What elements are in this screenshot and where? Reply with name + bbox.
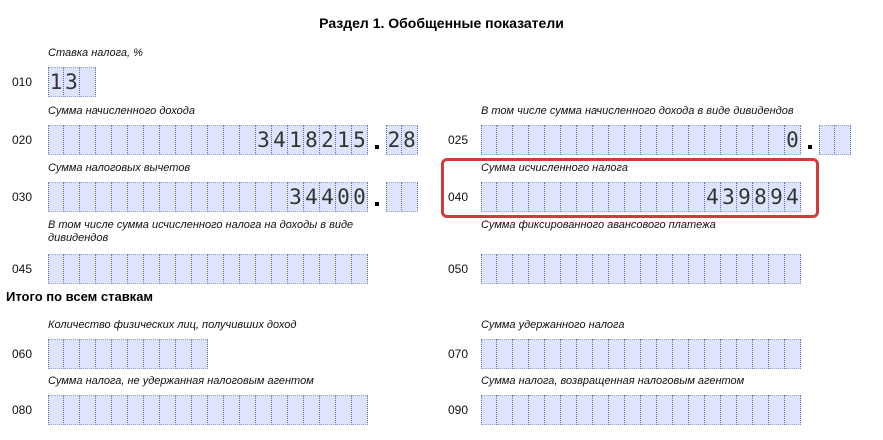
digit-cell bbox=[561, 125, 577, 155]
digit-cell bbox=[497, 395, 513, 425]
digit-cell bbox=[481, 125, 497, 155]
digit-cell bbox=[625, 254, 641, 284]
digit-cell bbox=[769, 339, 785, 369]
digit-cell bbox=[641, 254, 657, 284]
digit-cell bbox=[625, 339, 641, 369]
digit-cell bbox=[577, 254, 593, 284]
field-050[interactable] bbox=[481, 254, 801, 284]
digit-cell bbox=[96, 125, 112, 155]
digit-cell bbox=[609, 339, 625, 369]
digit-cell bbox=[64, 254, 80, 284]
digit-cell bbox=[769, 125, 785, 155]
digit-cell bbox=[737, 254, 753, 284]
digit-cell bbox=[96, 254, 112, 284]
code-040: 040 bbox=[448, 190, 469, 204]
digit-cell bbox=[529, 339, 545, 369]
field-090[interactable] bbox=[481, 395, 801, 425]
digit-cell bbox=[192, 395, 208, 425]
digit-cell bbox=[144, 254, 160, 284]
digit-cell bbox=[144, 395, 160, 425]
digit-cell bbox=[80, 67, 96, 97]
digit-cell bbox=[176, 395, 192, 425]
digit-cell bbox=[48, 395, 64, 425]
digit-cell: 3 bbox=[288, 182, 304, 212]
digit-cell: 4 bbox=[705, 182, 721, 212]
digit-cell bbox=[112, 254, 128, 284]
digit-cell bbox=[513, 125, 529, 155]
digit-cell bbox=[673, 125, 689, 155]
digit-cell: 0 bbox=[785, 125, 801, 155]
digit-cell: 2 bbox=[386, 125, 402, 155]
digit-cell bbox=[529, 395, 545, 425]
digit-cell: 1 bbox=[288, 125, 304, 155]
digit-cell bbox=[593, 339, 609, 369]
digit-cell bbox=[545, 125, 561, 155]
field-030-decimal[interactable] bbox=[386, 182, 418, 212]
digit-cell bbox=[561, 395, 577, 425]
field-025-decimal[interactable] bbox=[819, 125, 851, 155]
label-040: Сумма исчисленного налога bbox=[481, 162, 628, 174]
field-030-integer[interactable] bbox=[48, 182, 368, 212]
digit-cell bbox=[497, 125, 513, 155]
digit-cell bbox=[657, 395, 673, 425]
digit-cell bbox=[272, 254, 288, 284]
digit-cell bbox=[513, 254, 529, 284]
digit-cell bbox=[577, 395, 593, 425]
code-030: 030 bbox=[12, 190, 33, 204]
digit-cell bbox=[160, 254, 176, 284]
digit-cell bbox=[705, 125, 721, 155]
digit-cell bbox=[192, 254, 208, 284]
digit-cell: 8 bbox=[753, 182, 769, 212]
code-050: 050 bbox=[448, 262, 469, 276]
digit-cell bbox=[835, 125, 851, 155]
digit-cell bbox=[593, 395, 609, 425]
digit-cell bbox=[545, 395, 561, 425]
field-080[interactable] bbox=[48, 395, 368, 425]
digit-cell bbox=[689, 339, 705, 369]
digit-cell bbox=[625, 395, 641, 425]
digit-cell bbox=[769, 395, 785, 425]
digit-cell bbox=[224, 254, 240, 284]
digit-cell: 9 bbox=[737, 182, 753, 212]
digit-cell bbox=[128, 125, 144, 155]
digit-cell bbox=[336, 395, 352, 425]
digit-cell bbox=[513, 395, 529, 425]
digit-cell bbox=[497, 339, 513, 369]
digit-cell bbox=[497, 254, 513, 284]
label-070: Сумма удержанного налога bbox=[481, 319, 625, 331]
digit-cell bbox=[657, 125, 673, 155]
field-060[interactable] bbox=[48, 339, 208, 369]
digit-cell bbox=[705, 339, 721, 369]
decimal-point bbox=[801, 125, 819, 155]
digit-cell bbox=[112, 125, 128, 155]
digit-cell bbox=[577, 339, 593, 369]
digit-cell bbox=[288, 254, 304, 284]
digit-cell bbox=[737, 395, 753, 425]
decimal-point bbox=[368, 182, 386, 212]
label-045: В том числе сумма исчисленного налога на доходы в виде дивидендов bbox=[48, 219, 354, 244]
digit-cell bbox=[144, 182, 160, 212]
digit-cell bbox=[609, 125, 625, 155]
digit-cell bbox=[641, 395, 657, 425]
digit-cell bbox=[561, 254, 577, 284]
digit-cell: 3 bbox=[64, 67, 80, 97]
label-025: В том числе сумма начисленного дохода в виде дивидендов bbox=[481, 105, 794, 117]
digit-cell: 3 bbox=[721, 182, 737, 212]
digit-cell bbox=[689, 254, 705, 284]
digit-cell bbox=[176, 182, 192, 212]
digit-cell bbox=[208, 395, 224, 425]
digit-cell bbox=[689, 395, 705, 425]
digit-cell bbox=[96, 395, 112, 425]
digit-cell bbox=[192, 339, 208, 369]
code-020: 020 bbox=[12, 133, 33, 147]
digit-cell bbox=[721, 254, 737, 284]
digit-cell bbox=[641, 339, 657, 369]
digit-cell: 4 bbox=[320, 182, 336, 212]
label-020: Сумма начисленного дохода bbox=[48, 105, 195, 117]
digit-cell bbox=[96, 339, 112, 369]
digit-cell bbox=[705, 395, 721, 425]
digit-cell bbox=[529, 125, 545, 155]
field-020-decimal[interactable] bbox=[386, 125, 418, 155]
digit-cell bbox=[657, 339, 673, 369]
digit-cell bbox=[673, 339, 689, 369]
digit-cell bbox=[336, 254, 352, 284]
digit-cell bbox=[144, 339, 160, 369]
digit-cell bbox=[625, 125, 641, 155]
section-title: Итого по всем ставкам bbox=[6, 289, 154, 304]
digit-cell bbox=[737, 339, 753, 369]
digit-cell bbox=[721, 339, 737, 369]
digit-cell bbox=[224, 125, 240, 155]
digit-cell bbox=[208, 182, 224, 212]
code-025: 025 bbox=[448, 133, 469, 147]
field-010[interactable] bbox=[48, 67, 96, 97]
digit-cell bbox=[144, 125, 160, 155]
digit-cell: 0 bbox=[352, 182, 368, 212]
digit-cell bbox=[402, 182, 418, 212]
digit-cell bbox=[705, 254, 721, 284]
digit-cell bbox=[721, 395, 737, 425]
digit-cell bbox=[785, 395, 801, 425]
digit-cell: 4 bbox=[304, 182, 320, 212]
code-045: 045 bbox=[12, 262, 33, 276]
digit-cell bbox=[753, 339, 769, 369]
digit-cell bbox=[80, 395, 96, 425]
digit-cell bbox=[208, 254, 224, 284]
digit-cell bbox=[48, 182, 64, 212]
digit-cell bbox=[192, 125, 208, 155]
digit-cell bbox=[673, 254, 689, 284]
field-025-integer[interactable] bbox=[481, 125, 801, 155]
digit-cell bbox=[577, 125, 593, 155]
digit-cell bbox=[481, 254, 497, 284]
digit-cell bbox=[272, 395, 288, 425]
digit-cell bbox=[176, 125, 192, 155]
label-080: Сумма налога, не удержанная налоговым агентом bbox=[48, 375, 314, 387]
digit-cell bbox=[48, 125, 64, 155]
digit-cell bbox=[160, 339, 176, 369]
digit-cell bbox=[737, 125, 753, 155]
digit-cell bbox=[80, 339, 96, 369]
digit-cell bbox=[208, 125, 224, 155]
digit-cell bbox=[513, 339, 529, 369]
code-060: 060 bbox=[12, 347, 33, 361]
digit-cell bbox=[481, 395, 497, 425]
digit-cell: 2 bbox=[320, 125, 336, 155]
digit-cell bbox=[112, 395, 128, 425]
digit-cell bbox=[240, 182, 256, 212]
label-030: Сумма налоговых вычетов bbox=[48, 162, 191, 174]
digit-cell bbox=[304, 395, 320, 425]
code-070: 070 bbox=[448, 347, 469, 361]
digit-cell: 1 bbox=[336, 125, 352, 155]
digit-cell bbox=[48, 254, 64, 284]
digit-cell bbox=[689, 125, 705, 155]
digit-cell: 1 bbox=[48, 67, 64, 97]
digit-cell bbox=[721, 125, 737, 155]
digit-cell bbox=[64, 182, 80, 212]
digit-cell: 4 bbox=[272, 125, 288, 155]
digit-cell bbox=[304, 254, 320, 284]
digit-cell bbox=[320, 254, 336, 284]
digit-cell bbox=[481, 339, 497, 369]
field-020-integer[interactable] bbox=[48, 125, 368, 155]
digit-cell bbox=[256, 254, 272, 284]
digit-cell bbox=[657, 254, 673, 284]
digit-cell: 5 bbox=[352, 125, 368, 155]
digit-cell bbox=[160, 125, 176, 155]
digit-cell bbox=[160, 182, 176, 212]
digit-cell bbox=[80, 182, 96, 212]
digit-cell bbox=[769, 254, 785, 284]
digit-cell bbox=[224, 395, 240, 425]
field-070[interactable] bbox=[481, 339, 801, 369]
digit-cell bbox=[386, 182, 402, 212]
field-020[interactable] bbox=[48, 125, 418, 155]
digit-cell bbox=[96, 182, 112, 212]
decimal-point bbox=[368, 125, 386, 155]
digit-cell bbox=[80, 254, 96, 284]
digit-cell bbox=[753, 125, 769, 155]
digit-cell bbox=[352, 254, 368, 284]
digit-cell bbox=[240, 125, 256, 155]
digit-cell bbox=[545, 254, 561, 284]
digit-cell bbox=[160, 395, 176, 425]
digit-cell bbox=[112, 182, 128, 212]
digit-cell bbox=[753, 395, 769, 425]
digit-cell bbox=[256, 395, 272, 425]
digit-cell: 3 bbox=[256, 125, 272, 155]
digit-cell bbox=[593, 125, 609, 155]
digit-cell bbox=[64, 395, 80, 425]
digit-cell bbox=[785, 254, 801, 284]
digit-cell bbox=[256, 182, 272, 212]
digit-cell bbox=[192, 182, 208, 212]
digit-cell: 9 bbox=[769, 182, 785, 212]
code-090: 090 bbox=[448, 403, 469, 417]
digit-cell bbox=[64, 125, 80, 155]
digit-cell bbox=[112, 339, 128, 369]
digit-cell bbox=[673, 395, 689, 425]
label-090: Сумма налога, возвращенная налоговым агентом bbox=[481, 375, 745, 387]
digit-cell: 0 bbox=[336, 182, 352, 212]
field-045[interactable] bbox=[48, 254, 368, 284]
digit-cell bbox=[64, 339, 80, 369]
digit-cell bbox=[320, 395, 336, 425]
field-030[interactable] bbox=[48, 182, 418, 212]
digit-cell bbox=[272, 182, 288, 212]
digit-cell bbox=[240, 254, 256, 284]
code-010: 010 bbox=[12, 75, 33, 89]
label-050: Сумма фиксированного авансового платежа bbox=[481, 219, 716, 231]
digit-cell bbox=[352, 395, 368, 425]
digit-cell bbox=[128, 254, 144, 284]
digit-cell bbox=[561, 339, 577, 369]
digit-cell bbox=[288, 395, 304, 425]
digit-cell: 8 bbox=[304, 125, 320, 155]
digit-cell bbox=[609, 395, 625, 425]
page-title: Раздел 1. Обобщенные показатели bbox=[319, 15, 564, 31]
digit-cell: 8 bbox=[402, 125, 418, 155]
digit-cell bbox=[819, 125, 835, 155]
digit-cell bbox=[128, 339, 144, 369]
digit-cell bbox=[545, 339, 561, 369]
digit-cell bbox=[593, 254, 609, 284]
digit-cell bbox=[128, 395, 144, 425]
digit-cell bbox=[753, 254, 769, 284]
digit-cell bbox=[240, 395, 256, 425]
digit-cell bbox=[128, 182, 144, 212]
digit-cell: 4 bbox=[785, 182, 801, 212]
label-060: Количество физических лиц, получивших доход bbox=[48, 319, 297, 331]
digit-cell bbox=[641, 125, 657, 155]
digit-cell bbox=[224, 182, 240, 212]
highlight-frame bbox=[441, 158, 819, 218]
digit-cell bbox=[529, 254, 545, 284]
field-025[interactable] bbox=[481, 125, 851, 155]
digit-cell bbox=[785, 339, 801, 369]
digit-cell bbox=[176, 339, 192, 369]
label-010: Ставка налога, % bbox=[48, 47, 143, 59]
code-080: 080 bbox=[12, 403, 33, 417]
digit-cell bbox=[80, 125, 96, 155]
digit-cell bbox=[609, 254, 625, 284]
digit-cell bbox=[176, 254, 192, 284]
digit-cell bbox=[48, 339, 64, 369]
